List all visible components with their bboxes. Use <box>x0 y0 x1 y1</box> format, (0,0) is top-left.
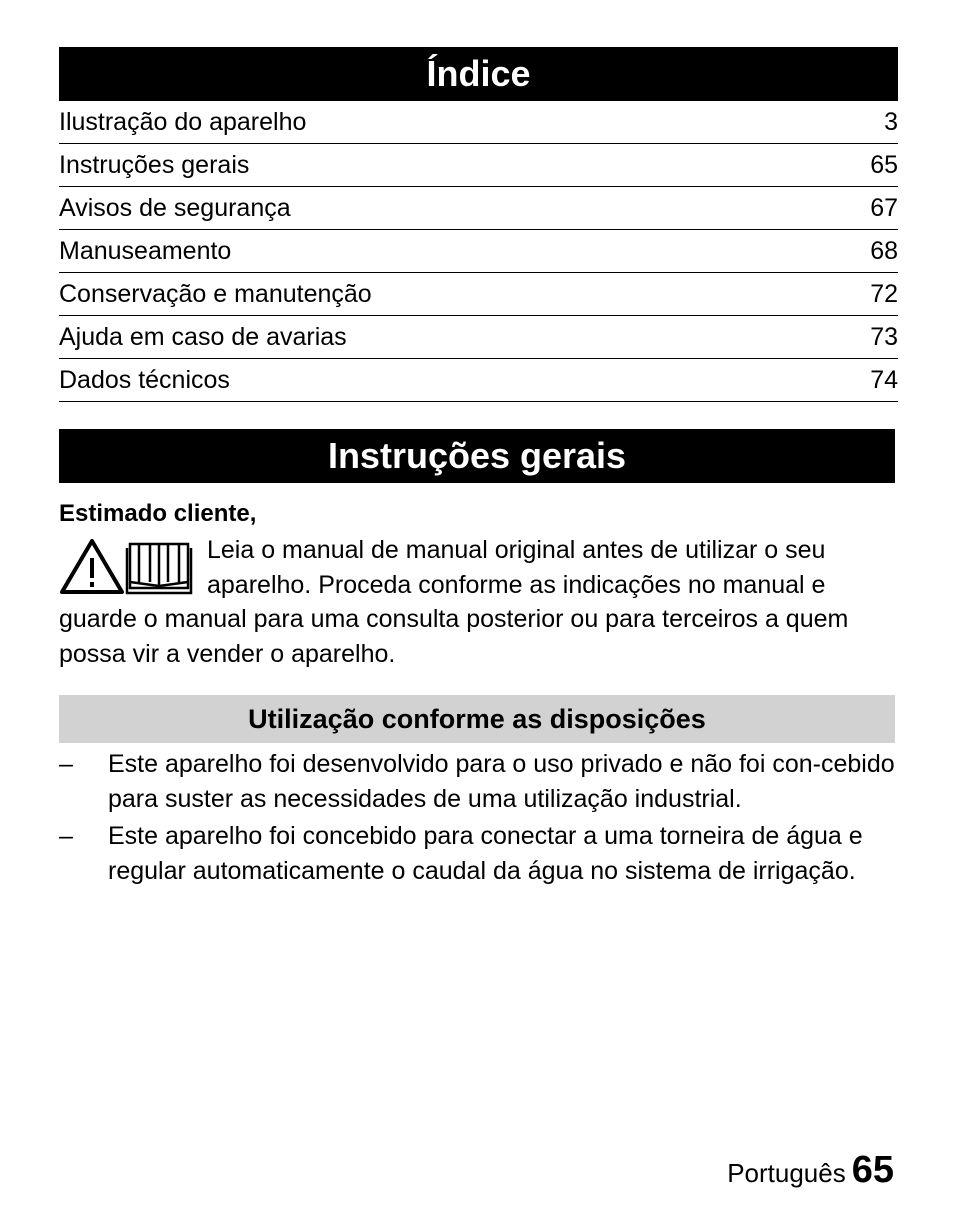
footer-language: Português <box>727 1158 846 1188</box>
toc-entry[interactable] <box>59 359 898 402</box>
toc-entry-label: Dados técnicos <box>59 366 230 394</box>
toc-entry-page: 73 <box>870 323 898 351</box>
list-item <box>59 747 898 817</box>
index-heading: Índice <box>59 47 898 101</box>
toc-entry-label: Ajuda em caso de avarias <box>59 323 347 351</box>
toc-entry-label: Ilustração do aparelho <box>59 108 307 136</box>
page-number: 65 <box>851 1149 894 1191</box>
dash-marker: – <box>59 750 73 778</box>
intended-use-list <box>59 747 898 889</box>
manual-book-icon <box>127 544 191 593</box>
page-footer <box>727 1148 894 1195</box>
toc-entry-page: 72 <box>870 280 898 308</box>
toc-entry-page: 68 <box>870 237 898 265</box>
list-item-text: Este aparelho foi desenvolvido para o uso privado e não foi con-cebido para suster as necessidades de uma utilização industrial. <box>108 750 895 813</box>
list-item <box>59 819 898 889</box>
toc-entry[interactable] <box>59 187 898 230</box>
toc-entry-page: 3 <box>884 108 898 136</box>
page-content <box>59 47 898 891</box>
toc-entry[interactable] <box>59 144 898 187</box>
toc-entry[interactable] <box>59 101 898 144</box>
toc-entry-label: Instruções gerais <box>59 151 250 179</box>
toc-entry-label: Conservação e manutenção <box>59 280 372 308</box>
list-item-text: Este aparelho foi concebido para conectar a uma torneira de água e regular automaticamente o caudal da água no sistema de irrigação. <box>108 822 863 885</box>
toc-entry-page: 74 <box>870 366 898 394</box>
intended-use-heading: Utilização conforme as disposições <box>59 695 895 743</box>
toc-entry-page: 65 <box>870 151 898 179</box>
toc-entry[interactable] <box>59 316 898 359</box>
toc-entry-label: Avisos de segurança <box>59 194 291 222</box>
toc-entry[interactable] <box>59 273 898 316</box>
intro-text: Leia o manual de manual original antes de utilizar o seu aparelho. Proceda conforme as indicações no manual e guarde o manual para uma consulta posterior ou para terceiros a quem possa vir a vender o aparelho. <box>59 536 849 668</box>
toc-entry-label: Manuseamento <box>59 237 232 265</box>
intro-paragraph <box>59 533 898 671</box>
dash-marker: – <box>59 822 73 850</box>
safety-icons <box>59 536 201 596</box>
general-instructions-heading: Instruções gerais <box>59 429 895 483</box>
table-of-contents <box>59 101 898 402</box>
greeting: Estimado cliente, <box>59 500 257 527</box>
toc-entry[interactable] <box>59 230 898 273</box>
warning-triangle-icon <box>62 541 122 592</box>
toc-entry-page: 67 <box>870 194 898 222</box>
